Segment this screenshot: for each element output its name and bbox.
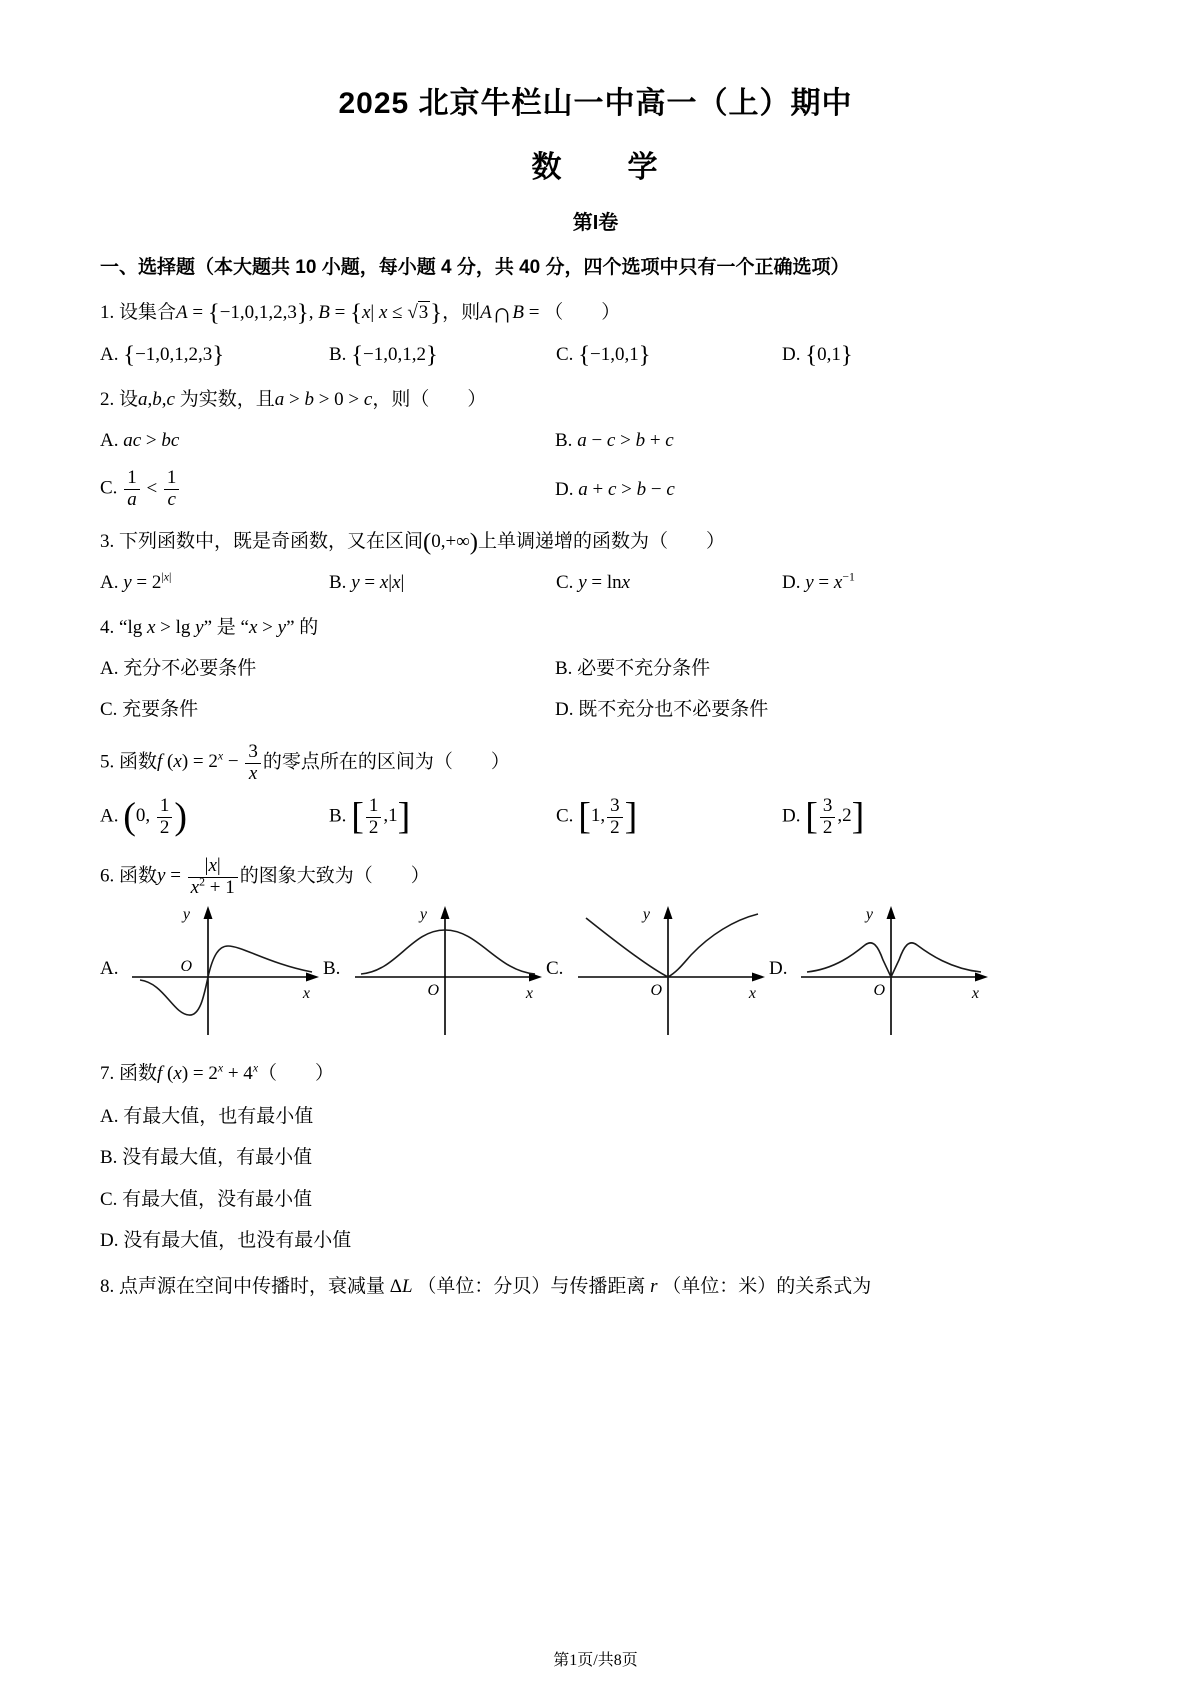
- subject-title: 数 学: [531, 151, 660, 184]
- question-7-stem: 7. 函数f $(x) = 2^x + 4^x$（ ）: [100, 1061, 335, 1085]
- question-1-stem: 1. 设集合A = {−1,0,1,2,3}, B = {x| x ≤ √3}，则A∩B = （ ）: [100, 298, 621, 330]
- graph-option-b: [323, 902, 546, 1042]
- question-3-options: [100, 569, 1091, 597]
- y-axis-label: y: [419, 906, 427, 924]
- question-1-options: [100, 341, 1091, 369]
- question-4-option-d: D. 既不充分也不必要条件: [555, 699, 769, 721]
- question-7-option-d: D. 没有最大值，也没有最小值: [100, 1230, 352, 1252]
- question-2-option-d: D. a + c > b − c: [555, 478, 675, 500]
- question-5-option-a: A. (0, $\frac{1}{2}$ ): [100, 795, 188, 838]
- question-1-option-a: A. {−1,0,1,2,3}: [100, 341, 225, 369]
- question-7-option-a: A. 有最大值，也有最小值: [100, 1105, 314, 1127]
- question-5-option-c: C. [1, $\frac{3}{2}$ ]: [556, 795, 638, 838]
- x-axis-label: x: [525, 985, 533, 1003]
- origin-label: O: [873, 982, 885, 1000]
- question-5-option-d: D. [ $\frac{3}{2}$ ,2]: [782, 795, 865, 838]
- question-3-option-d: D. $y = x^{-1}$: [782, 570, 855, 593]
- question-4-option-b: B. 必要不充分条件: [555, 657, 711, 679]
- origin-label: O: [427, 982, 439, 1000]
- question-5-option-b: B. [ $\frac{1}{2}$ ,1]: [329, 795, 411, 838]
- graph-a-plot: [130, 902, 320, 1042]
- question-3-stem: 3. 下列函数中，既是奇函数，又在区间(0,+∞)上单调递增的函数为（ ）: [100, 528, 726, 556]
- question-1-option-d: D. {0,1}: [782, 341, 853, 369]
- graph-option-c: [546, 902, 769, 1042]
- origin-label: O: [650, 982, 662, 1000]
- graph-d-plot: [799, 902, 989, 1042]
- graph-option-d: [769, 902, 989, 1042]
- question-2-option-a: A. ac > bc: [100, 429, 180, 451]
- section-heading: 一、选择题（本大题共 10 小题，每小题 4 分，共 40 分，四个选项中只有一个正确选项）: [100, 257, 850, 278]
- x-axis-label: x: [971, 985, 979, 1003]
- question-5-options: [100, 796, 1091, 838]
- question-1-option-b: B. {−1,0,1,2}: [329, 341, 438, 369]
- question-7-options: [100, 1103, 1091, 1255]
- page-footer: 第1页/共8页: [553, 1652, 638, 1669]
- question-6-graphs: [100, 902, 1091, 1042]
- y-axis-label: y: [865, 906, 873, 924]
- x-axis-label: x: [302, 985, 310, 1003]
- question-1-option-c: C. {−1,0,1}: [556, 341, 651, 369]
- question-7-option-c: C. 有最大值，没有最小值: [100, 1188, 313, 1210]
- question-3-option-b: B. y = x|x|: [329, 571, 405, 593]
- question-6-stem: 6. 函数y = $\frac{|x|}{x^2 + 1}$ 的图象大致为（ ）: [100, 855, 430, 898]
- graph-d-label: D.: [769, 958, 788, 980]
- question-4-stem: 4. “lg x > lg y” 是 “x > y” 的: [100, 617, 319, 639]
- volume-heading: 第I卷: [572, 212, 619, 234]
- question-3-option-c: C. y = lnx: [556, 571, 631, 593]
- question-2-option-b: B. a − c > b + c: [555, 429, 674, 451]
- graph-b-label: B.: [323, 958, 341, 980]
- question-2-stem: 2. 设a,b,c 为实数，且a > b > 0 > c，则（ ）: [100, 389, 487, 411]
- question-8-stem: 8. 点声源在空间中传播时，衰减量 ΔL （单位：分贝）与传播距离 r （单位：米）的关系式为: [100, 1275, 872, 1297]
- question-7-option-b: B. 没有最大值，有最小值: [100, 1147, 313, 1169]
- question-2-option-c: C. $\frac{1}{a}$ < $\frac{1}{c}$: [100, 468, 555, 510]
- question-4-option-a: A. 充分不必要条件: [100, 657, 257, 679]
- question-4-options: [100, 655, 1091, 724]
- graph-b-plot: [353, 902, 543, 1042]
- question-3-option-a: A. $y = 2^{|x|}$: [100, 570, 172, 593]
- graph-c-label: C.: [546, 958, 564, 980]
- question-5-stem: 5. 函数f $(x) = 2^x$ − $\frac{3}{x}$ 的零点所在的区间为（ ）: [100, 741, 510, 784]
- y-axis-label: y: [642, 906, 650, 924]
- page-title: 2025 北京牛栏山一中高一（上）期中: [338, 87, 853, 120]
- graph-c-plot: [576, 902, 766, 1042]
- x-axis-label: x: [748, 985, 756, 1003]
- graph-option-a: [100, 902, 323, 1042]
- y-axis-label: y: [182, 906, 190, 924]
- question-4-option-c: C. 充要条件: [100, 699, 199, 721]
- graph-a-label: A.: [100, 958, 119, 980]
- origin-label: O: [180, 958, 192, 976]
- question-2-options: [100, 427, 1091, 511]
